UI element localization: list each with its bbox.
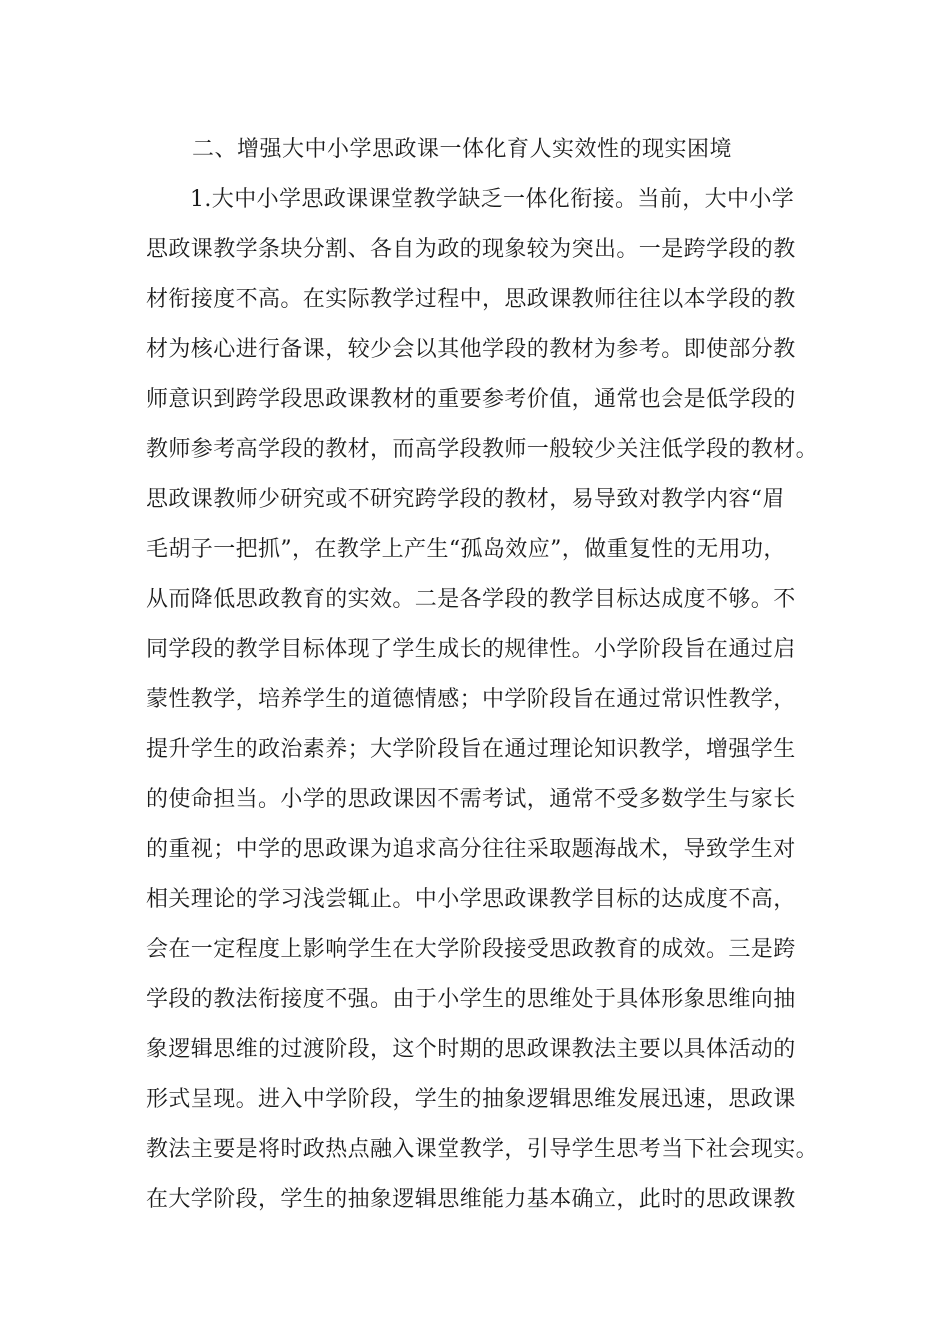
text-line: 同学段的教学目标体现了学生成长的规律性。小学阶段旨在通过启 <box>146 637 796 662</box>
text-line: 相关理论的学习浅尝辄止。中小学思政课教学目标的达成度不高， <box>146 887 796 912</box>
text-line: 思政课教学条块分割、各自为政的现象较为突出。一是跨学段的教 <box>146 237 796 262</box>
text-line: 教法主要是将时政热点融入课堂教学，引导学生思考当下社会现实。 <box>146 1137 819 1162</box>
text-line: 教师参考高学段的教材，而高学段教师一般较少关注低学段的教材。 <box>146 437 819 462</box>
text-line: 师意识到跨学段思政课教材的重要参考价值，通常也会是低学段的 <box>146 387 796 412</box>
text-line: 学段的教法衔接度不强。由于小学生的思维处于具体形象思维向抽 <box>146 987 796 1012</box>
text-line: 蒙性教学，培养学生的道德情感；中学阶段旨在通过常识性教学， <box>146 687 796 712</box>
body-paragraph <box>146 180 836 1230</box>
section-heading: 二、增强大中小学思政课一体化育人实效性的现实困境 <box>192 137 733 162</box>
text-line: 1.大中小学思政课课堂教学缺乏一体化衔接。当前，大中小学 <box>190 187 795 212</box>
text-line: 象逻辑思维的过渡阶段，这个时期的思政课教法主要以具体活动的 <box>146 1037 796 1062</box>
text-line: 会在一定程度上影响学生在大学阶段接受思政教育的成效。三是跨 <box>146 937 796 962</box>
text-line: 的重视；中学的思政课为追求高分往往采取题海战术，导致学生对 <box>146 837 796 862</box>
text-line: 材为核心进行备课，较少会以其他学段的教材为参考。即使部分教 <box>146 337 796 362</box>
text-line: 毛胡子一把抓”，在教学上产生“孤岛效应”，做重复性的无用功， <box>146 537 786 562</box>
text-line: 的使命担当。小学的思政课因不需考试，通常不受多数学生与家长 <box>146 787 796 812</box>
text-line: 思政课教师少研究或不研究跨学段的教材，易导致对教学内容“眉 <box>146 487 785 512</box>
text-line: 材衔接度不高。在实际教学过程中，思政课教师往往以本学段的教 <box>146 287 796 312</box>
text-line: 形式呈现。进入中学阶段，学生的抽象逻辑思维发展迅速，思政课 <box>146 1087 796 1112</box>
text-line: 从而降低思政教育的实效。二是各学段的教学目标达成度不够。不 <box>146 587 796 612</box>
text-line: 提升学生的政治素养；大学阶段旨在通过理论知识教学，增强学生 <box>146 737 796 762</box>
text-line: 在大学阶段，学生的抽象逻辑思维能力基本确立，此时的思政课教 <box>146 1187 796 1212</box>
